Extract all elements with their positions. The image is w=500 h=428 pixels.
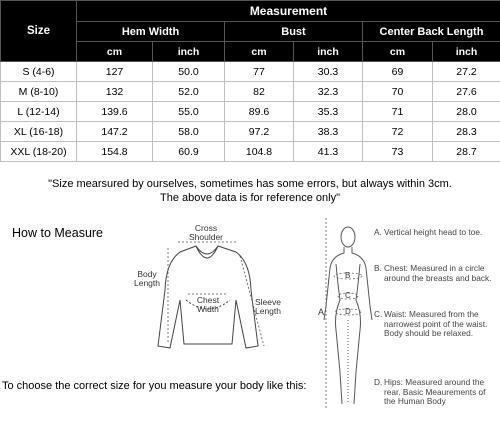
value-cell: 69 xyxy=(363,62,433,82)
value-cell: 72 xyxy=(363,122,433,142)
unit-header: inch xyxy=(294,42,363,62)
how-to-measure-title: How to Measure xyxy=(12,226,104,240)
value-cell: 32.3 xyxy=(294,82,363,102)
choose-size-instruction: To choose the correct size for you measure your body like this: xyxy=(2,380,307,392)
legend-text: Waist: Measured from the narrowest point of the waist. Body should be relaxed. xyxy=(384,309,488,338)
unit-header: cm xyxy=(363,42,433,62)
size-cell: XL (16-18) xyxy=(1,122,77,142)
value-cell: 50.0 xyxy=(153,62,225,82)
value-cell: 28.0 xyxy=(433,102,500,122)
value-cell: 97.2 xyxy=(225,122,294,142)
measurement-header: Measurement xyxy=(77,1,500,22)
unit-header: inch xyxy=(433,42,500,62)
unit-header: inch xyxy=(153,42,225,62)
body-length-label xyxy=(128,270,166,288)
value-cell: 73 xyxy=(363,142,433,162)
value-cell: 35.3 xyxy=(294,102,363,122)
legend-key: A. xyxy=(374,227,382,237)
label-line: Body xyxy=(137,269,157,279)
cross-shoulder-label xyxy=(186,224,226,242)
value-cell: 27.2 xyxy=(433,62,500,82)
value-cell: 82 xyxy=(225,82,294,102)
value-cell: 55.0 xyxy=(153,102,225,122)
value-cell: 127 xyxy=(77,62,153,82)
legend-item-c xyxy=(374,310,498,339)
disclaimer-line-1: "Size mearsured by ourselves, sometimes has some errors, but always within 3cm. xyxy=(48,178,452,190)
body-letter-a: A xyxy=(318,307,325,317)
disclaimer-line-2: The above data is for reference only" xyxy=(159,192,340,204)
value-cell: 41.3 xyxy=(294,142,363,162)
label-line: Shoulder xyxy=(188,232,224,242)
legend-key: B. xyxy=(374,263,382,273)
value-cell: 139.6 xyxy=(77,102,153,122)
size-cell: L (12-14) xyxy=(1,102,77,122)
value-cell: 147.2 xyxy=(77,122,153,142)
label-line: Chest xyxy=(196,295,220,305)
bust-header: Bust xyxy=(225,22,363,42)
legend-text: Vertical height head to toe. xyxy=(384,227,483,237)
size-cell: S (4-6) xyxy=(1,62,77,82)
legend-item-b xyxy=(374,264,498,283)
value-cell: 27.6 xyxy=(433,82,500,102)
unit-header: cm xyxy=(77,42,153,62)
sleeve-length-label xyxy=(250,298,286,316)
center-back-length-header: Center Back Length xyxy=(363,22,500,42)
label-line: Width xyxy=(197,304,219,314)
value-cell: 89.6 xyxy=(225,102,294,122)
value-cell: 154.8 xyxy=(77,142,153,162)
value-cell: 58.0 xyxy=(153,122,225,142)
value-cell: 52.0 xyxy=(153,82,225,102)
body-letter-d: D xyxy=(345,307,351,316)
value-cell: 77 xyxy=(225,62,294,82)
legend-text: Hips: Measured around the rear. Basic Meaurements of the Human Body xyxy=(384,377,486,406)
chest-width-label xyxy=(190,296,226,314)
label-line: Cross xyxy=(194,223,218,233)
label-line: Length xyxy=(134,278,160,288)
hem-width-header: Hem Width xyxy=(77,22,225,42)
body-letter-b: B xyxy=(345,271,351,280)
value-cell: 132 xyxy=(77,82,153,102)
value-cell: 60.9 xyxy=(153,142,225,162)
body-guide-lines xyxy=(326,218,362,410)
body-letter-c: C xyxy=(345,291,351,300)
value-cell: 28.3 xyxy=(433,122,500,142)
size-cell: M (8-10) xyxy=(1,82,77,102)
size-cell: XXL (18-20) xyxy=(1,142,77,162)
value-cell: 28.7 xyxy=(433,142,500,162)
value-cell: 30.3 xyxy=(294,62,363,82)
unit-header: cm xyxy=(225,42,294,62)
value-cell: 38.3 xyxy=(294,122,363,142)
label-line: Sleeve xyxy=(255,297,281,307)
legend-text: Chest: Measured in a circle around the breasts and back. xyxy=(384,263,492,283)
legend-item-a xyxy=(374,228,498,238)
value-cell: 70 xyxy=(363,82,433,102)
size-header: Size xyxy=(1,1,77,62)
legend-key: D. xyxy=(374,377,383,387)
value-cell: 71 xyxy=(363,102,433,122)
legend-item-d xyxy=(374,378,498,407)
label-line: Length xyxy=(255,306,281,316)
legend-key: C. xyxy=(374,309,383,319)
value-cell: 104.8 xyxy=(225,142,294,162)
